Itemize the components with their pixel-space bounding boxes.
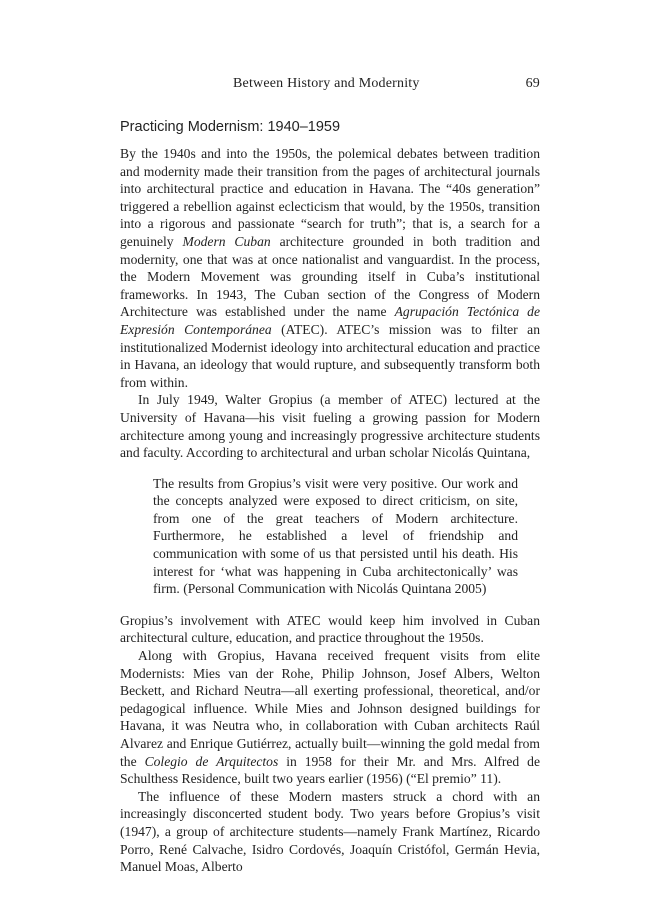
paragraph-5: The influence of these Modern masters struck a chord with an increasingly disconcerted student body. Two years before Gropius’s visit (1947), a group of architecture students—namely Frank Martínez, Ricardo Porro, René Calvache, Isidro Cordovés, Joaquín Cristófol, Germán Hevia, Manuel Moas, Alberto: [120, 788, 540, 875]
paragraph-4: [120, 647, 540, 788]
paragraph-3: Gropius’s involvement with ATEC would keep him involved in Cuban architectural culture, education, and practice throughout the 1950s.: [120, 612, 540, 646]
block-quote: The results from Gropius’s visit were very positive. Our work and the concepts analyzed were exposed to direct criticism, on site, from one of the great teachers of Modern architecture. Furthermore, he established a level of friendship and communication with some of us that persisted until his death. His interest for ‘what was happening in Cuba architectonically’ was firm. (Personal Communication with Nicolás Quintana 2005): [153, 475, 518, 597]
paragraph-1-part-a: By the 1940s and into the 1950s, the polemical debates between tradition and modernity made their transition from the pages of architectural journals into architectural practice and education in Havana. The “40s generation” triggered a rebellion against eclecticism that would, by the 1950s, transition into a rigorous and passionate “search for truth”; that is, a search for a genuinely: [120, 146, 540, 249]
section-heading: Practicing Modernism: 1940–1959: [120, 119, 341, 135]
emphasis-modern-cuban: Modern Cuban: [182, 233, 271, 249]
running-title: Between History and Modernity: [233, 76, 420, 91]
running-header: [120, 76, 540, 96]
emphasis-colegio: Colegio de Arquitectos: [144, 753, 279, 769]
page-number: 69: [525, 76, 540, 91]
paragraph-1-part-b: architecture grounded in both tradition and modernity, one that was at once nationalist and vanguardist. In the process, the Modern Movement was grounding itself in Cuba’s institutional frameworks. In 1943, The Cuban section of the Congress of Modern Architecture was established under the name: [120, 233, 540, 320]
paragraph-4-part-a: Along with Gropius, Havana received frequent visits from elite Modernists: Mies van der Rohe, Philip Johnson, Josef Albers, Welton Beckett, and Richard Neutra—all exerting professional, theoretical, and/or pedagogical influence. While Mies and Johnson designed buildings for Havana, it was Neutra who, in collaboration with Cuban architects Raúl Alvarez and Enrique Gutiérrez, actually built—winning the gold medal from the: [120, 648, 540, 769]
paragraph-1-part-c: (ATEC). ATEC’s mission was to filter an institutionalized Modernist ideology into architectural education and practice in Havana, an ideology that would rupture, and subsequently transform both from within.: [120, 321, 540, 390]
body-text: [120, 145, 540, 876]
emphasis-atec-name: Agrupación Tectónica de Expresión Contemporánea: [120, 304, 541, 337]
paragraph-1: [120, 145, 540, 391]
paragraph-2: In July 1949, Walter Gropius (a member of ATEC) lectured at the University of Havana—his visit fueling a growing passion for Modern architecture among young and increasingly progressive architecture students and faculty. According to architectural and urban scholar Nicolás Quintana,: [120, 392, 540, 461]
paragraph-4-part-b: in 1958 for their Mr. and Mrs. Alfred de Schulthess Residence, built two years earlier (1956) (“El premio” 11).: [120, 753, 541, 787]
